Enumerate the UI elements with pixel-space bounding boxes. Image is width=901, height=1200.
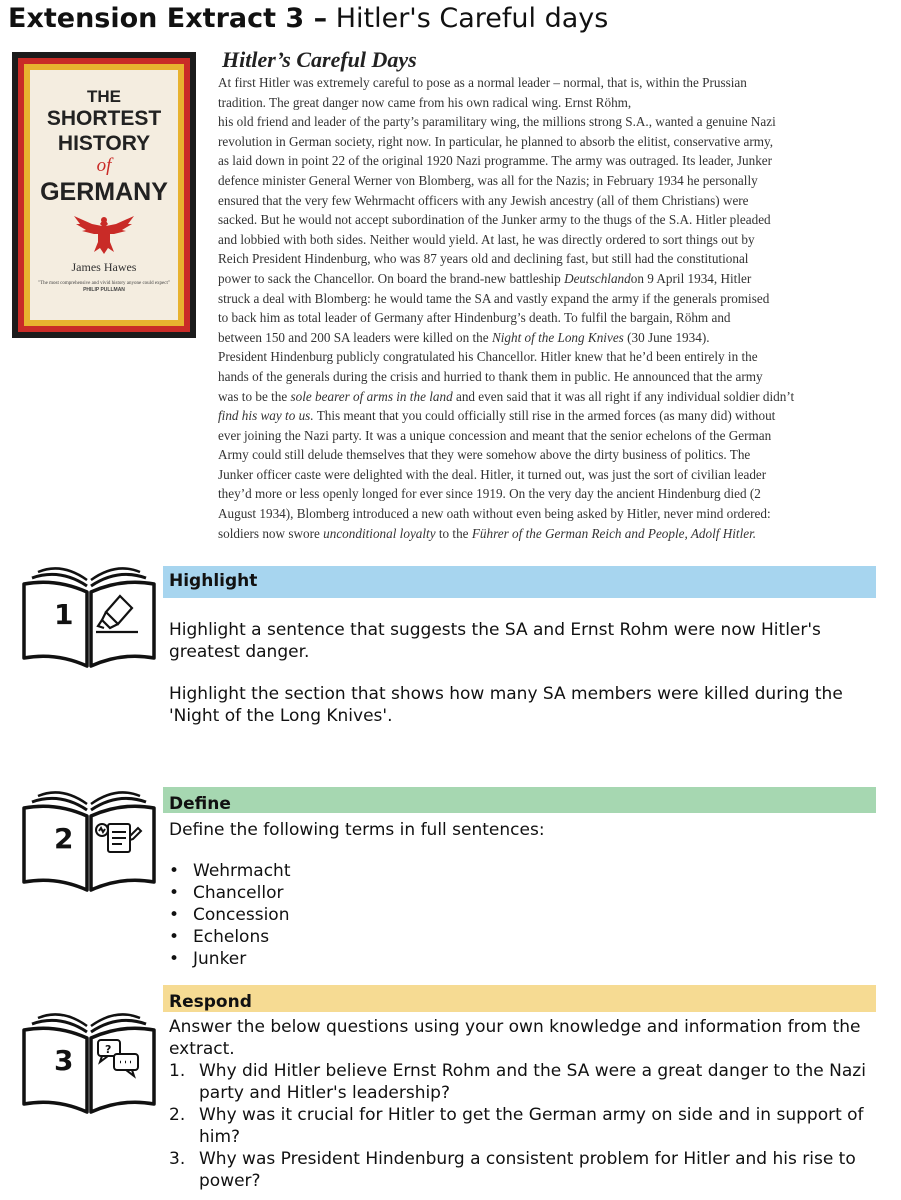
extract-line: ensured that the very few Wehrmacht officers with any Jewish ancestry (all of them Christians) were — [218, 192, 749, 208]
svg-text:3: 3 — [54, 1044, 74, 1077]
highlight-heading-bar — [163, 566, 876, 598]
extract-line: hands of the generals during the crisis and hurried to thank them in public. He announced that the army — [218, 368, 763, 384]
define-heading: Define — [169, 794, 231, 814]
extract-line: tradition. The great danger now came from his own radical wing. Ernst Röhm, — [218, 94, 632, 110]
define-term: • Wehrmacht — [169, 860, 569, 882]
cover-title-history: HISTORY — [57, 132, 151, 155]
respond-intro: Answer the below questions using your own knowledge and information from the extract. — [169, 1017, 861, 1059]
respond-heading: Respond — [169, 992, 252, 1012]
extract-line: defence minister General Werner von Blomberg, was all for the Nazis; in February 1934 he personally — [218, 172, 758, 188]
define-term: • Echelons — [169, 926, 569, 948]
respond-question: 1. Why did Hitler believe Ernst Rohm and the SA were a great danger to the Nazi party and Hitler's leadership? — [169, 1061, 866, 1103]
extract-line: and lobbied with both sides. Neither would yield. At last, he was directly ordered to sort things out by — [218, 231, 755, 247]
respond-questions-list — [169, 1060, 869, 1192]
cover-quote-author: PHILIP PULLMAN — [83, 287, 125, 293]
define-term: • Junker — [169, 948, 569, 970]
extract-line: between 150 and 200 SA leaders were killed on the Night of the Long Knives (30 June 1934). — [218, 329, 710, 345]
respond-question: 3. Why was President Hindenburg a consistent problem for Hitler and his rise to power? — [169, 1149, 856, 1191]
extract-text — [218, 73, 898, 543]
extract-line: President Hindenburg publicly congratulated his Chancellor. Hitler knew that he’d been entirely in the — [218, 349, 758, 365]
highlight-instruction-1: Highlight a sentence that suggests the SA and Ernst Rohm were now Hitler's greatest danger. — [169, 620, 821, 662]
define-term: • Concession — [169, 904, 569, 926]
task-2-book-icon — [20, 786, 158, 896]
svg-text:?: ? — [105, 1043, 112, 1056]
extract-line: Army could still delude themselves that they were somehow above the dirty business of politics. The — [218, 447, 751, 463]
book-cover-image — [12, 52, 196, 338]
respond-heading-bar — [163, 985, 876, 1012]
title-subject: Hitler's Careful days — [335, 3, 609, 34]
extract-line: power to sack the Chancellor. On board the brand-new battleship Deutschlandon 9 April 1934, Hitler — [218, 270, 752, 286]
extract-heading: Hitler’s Careful Days — [222, 47, 417, 72]
extract-line: Reich President Hindenburg, who was 87 years old and declining fast, but still had the constitutional — [218, 251, 749, 267]
title-prefix: Extension Extract 3 – — [8, 3, 328, 34]
cover-title-germany: GERMANY — [40, 178, 168, 206]
highlight-instruction-2: Highlight the section that shows how many SA members were killed during the 'Night of the Long Knives'. — [169, 684, 843, 726]
extract-line: find his way to us. This meant that you could officially still rise in the armed forces (as many did) without — [218, 408, 776, 424]
highlight-heading: Highlight — [169, 571, 258, 591]
extract-line: they’d more or less openly longed for ever since 1919. On the very day the ancient Hindenburg died (2 — [218, 486, 761, 502]
extract-line: revolution in German society, right now. In particular, he planned to absorb the elitist, conservative army, — [218, 133, 774, 149]
cover-title-the: THE — [87, 87, 121, 106]
respond-question: 2. Why was it crucial for Hitler to get the German army on side and in support of him? — [169, 1105, 864, 1147]
define-terms-list — [169, 860, 569, 970]
cover-title-of: of — [96, 155, 112, 176]
define-term: • Chancellor — [169, 882, 569, 904]
extract-line: At first Hitler was extremely careful to pose as a normal leader – normal, that is, within the Prussian — [218, 75, 747, 90]
extract-line: was to be the sole bearer of arms in the land and even said that it was all right if any individual soldier didn’t — [218, 388, 795, 404]
extract-line: as laid down in point 22 of the original 1920 Nazi programme. The army was outraged. Its leader, Junker — [218, 153, 773, 169]
extract-line: soldiers now swore unconditional loyalty to the Führer of the German Reich and People, Adolf Hitler. — [218, 525, 757, 541]
extract-line: Junker officer caste were delighted with the deal. Hitler, it turned out, was just the sort of civilian leader — [218, 466, 767, 482]
extract-line: his old friend and leader of the party’s paramilitary wing, the millions strong S.A., wanted a genuine Nazi — [218, 114, 776, 130]
extract-line: August 1934), Blomberg introduced a new oath without even being asked by Hitler, never mind ordered: — [218, 506, 771, 522]
cover-title-shortest: SHORTEST — [46, 107, 162, 130]
define-intro: Define the following terms in full sentences: — [169, 820, 545, 840]
worksheet-title — [8, 3, 608, 34]
svg-text:1: 1 — [54, 598, 74, 631]
extract-line: struck a deal with Blomberg: he would tame the SA and vastly expand the army if the generals promised — [218, 290, 770, 306]
extract-line: to back him as total leader of Germany after Hindenburg’s death. To fulfil the bargain, Röhm and — [218, 310, 731, 326]
task-3-book-icon — [20, 1008, 158, 1118]
extract-line: sacked. But he would not accept subordination of the Junker army to the thugs of the S.A. Hitler pleaded — [218, 212, 771, 228]
extract-line: ever joining the Nazi party. It was a unique concession and meant that the senior echelons of the German — [218, 427, 772, 443]
eagle-emblem-icon — [72, 212, 136, 256]
define-heading-bar — [163, 787, 876, 813]
cover-author: James Hawes — [71, 260, 137, 274]
cover-quote: "The most comprehensive and vivid history anyone could expect" — [38, 281, 170, 286]
svg-text:2: 2 — [54, 822, 74, 855]
task-1-book-icon — [20, 562, 158, 672]
